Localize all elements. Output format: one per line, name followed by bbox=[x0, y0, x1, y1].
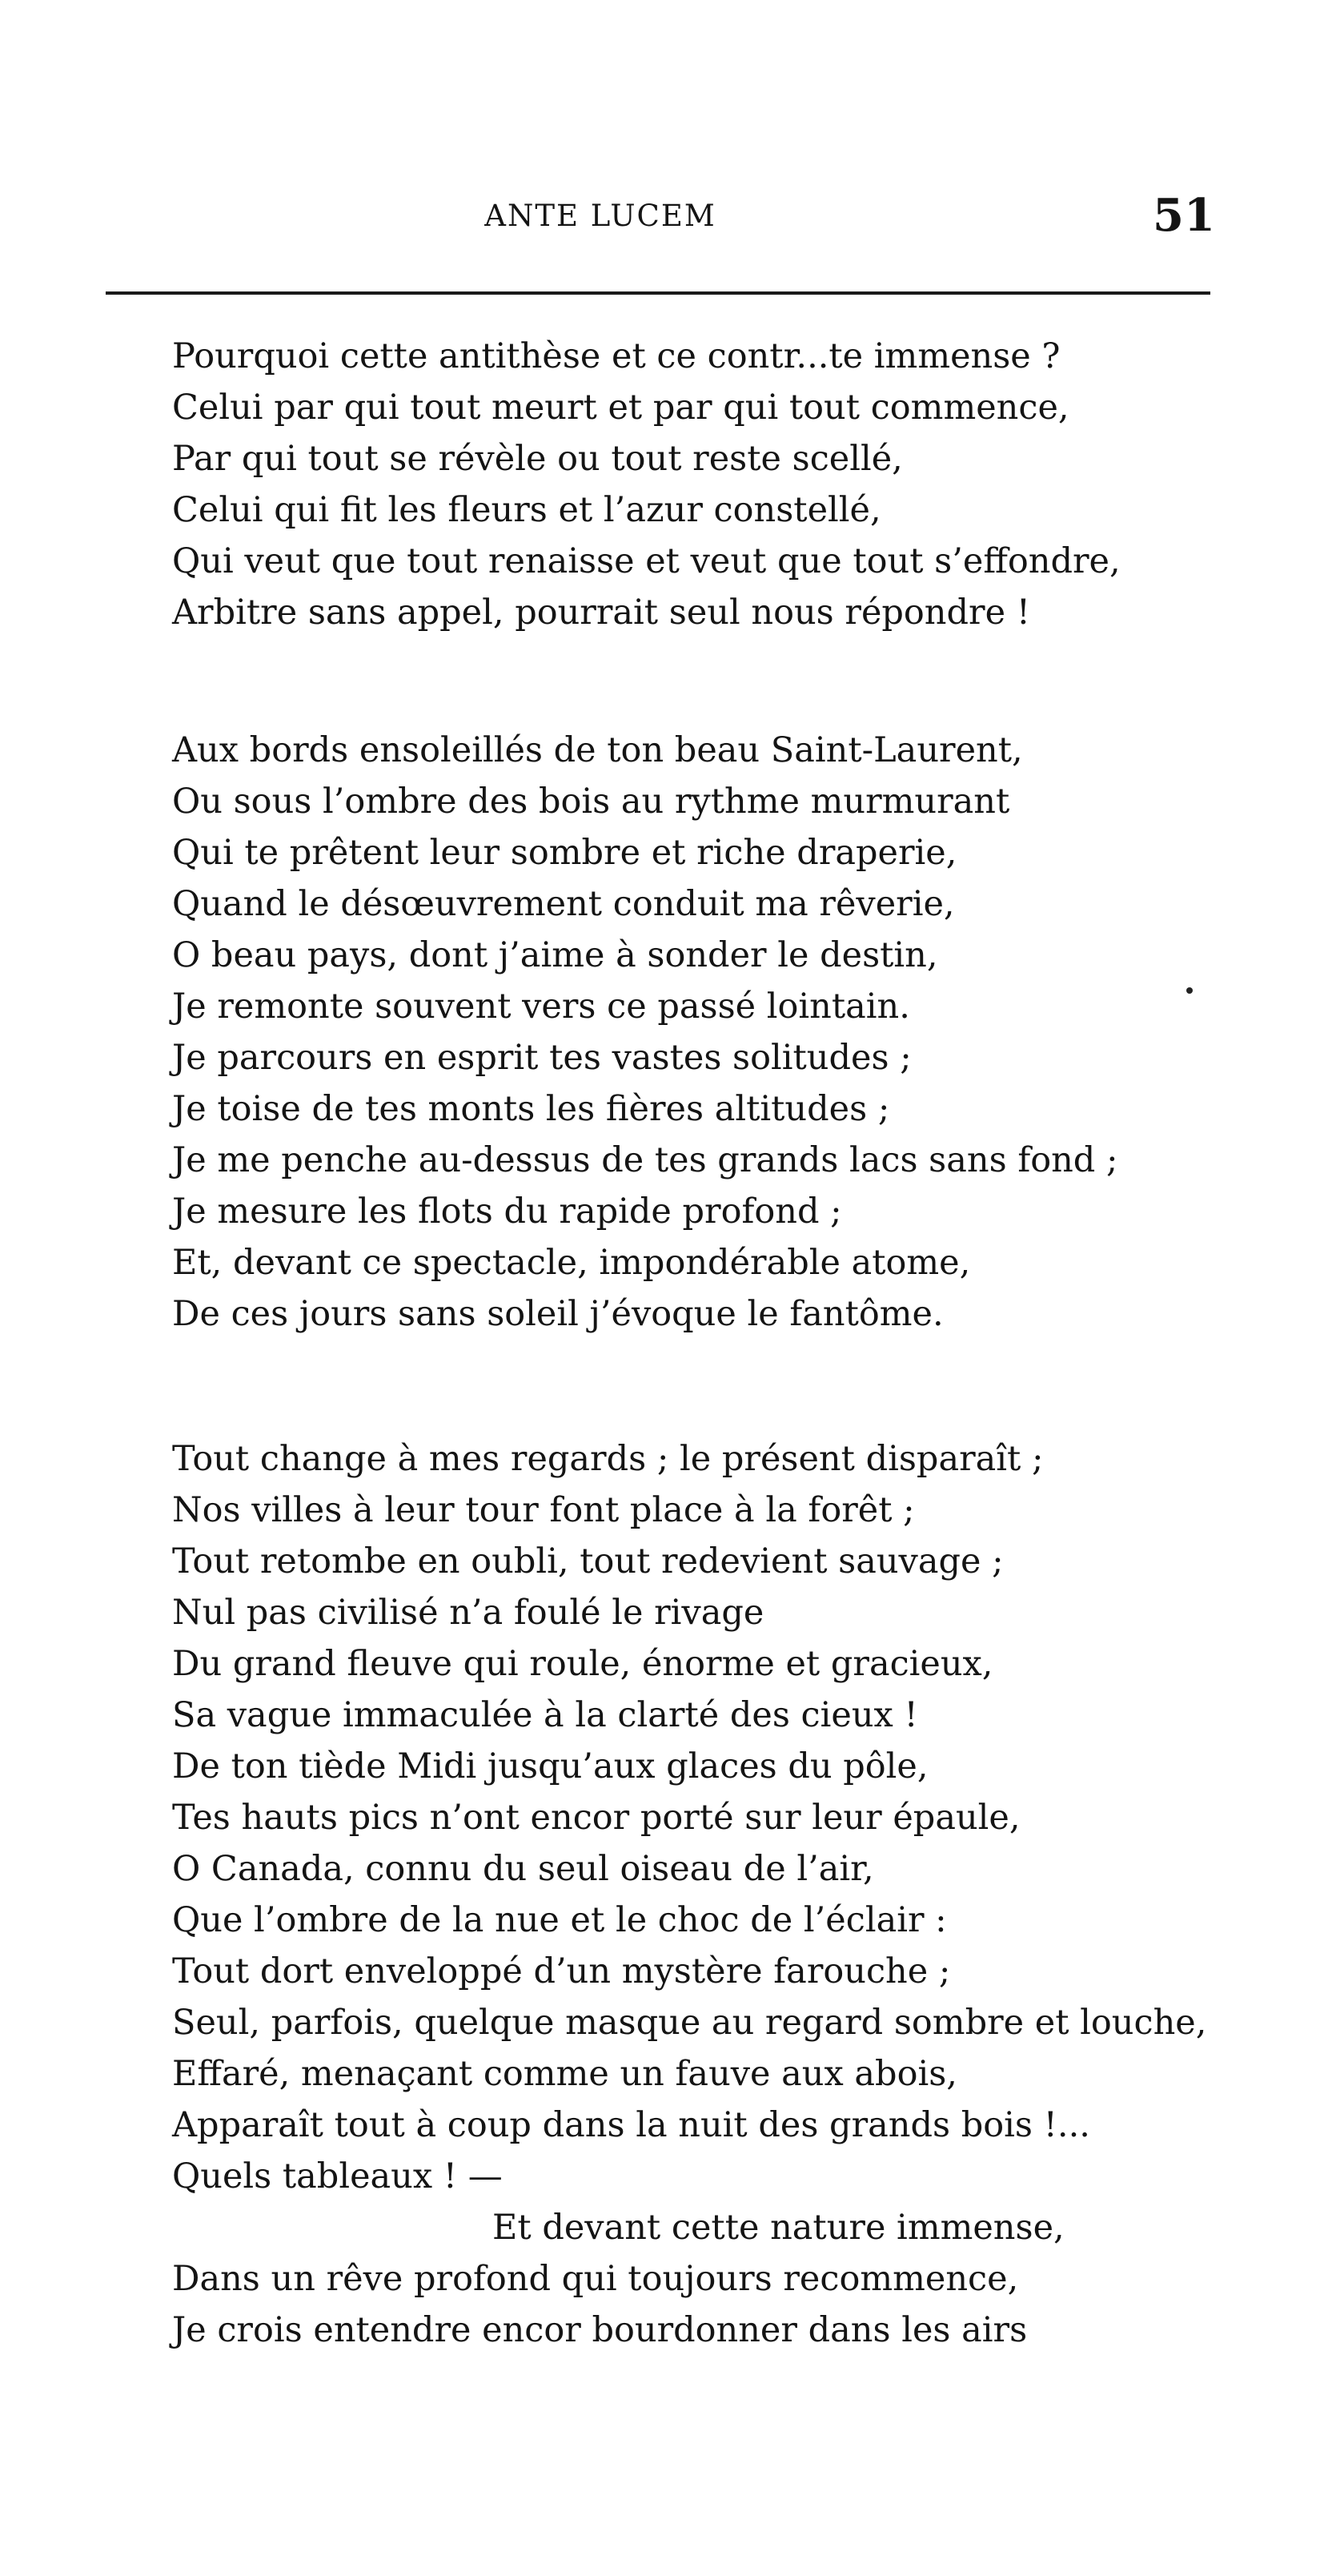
stanza-2 bbox=[172, 725, 1309, 1340]
verse-line: Tout change à mes regards ; le présent disparaît ; bbox=[172, 1439, 1044, 1479]
verse-line: Je remonte souvent vers ce passé lointain. bbox=[172, 987, 910, 1027]
verse-line: Je toise de tes monts les fières altitudes ; bbox=[172, 1089, 890, 1129]
header-rule bbox=[106, 291, 1210, 295]
verse-line: Arbitre sans appel, pourrait seul nous répondre ! bbox=[172, 593, 1030, 633]
verse-line: Aux bords ensoleillés de ton beau Saint-Laurent, bbox=[172, 730, 1023, 770]
stanza-1 bbox=[172, 331, 1309, 638]
verse-line: O beau pays, dont j’aime à sonder le destin, bbox=[172, 935, 938, 975]
verse-line: Sa vague immaculée à la clarté des cieux ! bbox=[172, 1695, 918, 1735]
verse-line: Quels tableaux ! — bbox=[172, 2156, 503, 2196]
verse-line: Du grand fleuve qui roule, énorme et gracieux, bbox=[172, 1644, 993, 1684]
verse-line: Que l’ombre de la nue et le choc de l’éclair : bbox=[172, 1900, 947, 1940]
verse-line: Nul pas civilisé n’a foulé le rivage bbox=[172, 1593, 764, 1633]
verse-line: Quand le désœuvrement conduit ma rêverie, bbox=[172, 884, 955, 924]
verse-line: Qui te prêtent leur sombre et riche draperie, bbox=[172, 833, 957, 873]
verse-line: Je mesure les flots du rapide profond ; bbox=[172, 1192, 842, 1232]
verse-line: Je me penche au-dessus de tes grands lacs sans fond ; bbox=[172, 1140, 1118, 1180]
stanza-3 bbox=[172, 1433, 1309, 2356]
verse-line: Celui par qui tout meurt et par qui tout commence, bbox=[172, 388, 1069, 428]
verse-line: O Canada, connu du seul oiseau de l’air, bbox=[172, 1849, 874, 1889]
verse-line: Nos villes à leur tour font place à la forêt ; bbox=[172, 1490, 915, 1530]
page-number: 51 bbox=[1153, 189, 1215, 242]
verse-line: Ou sous l’ombre des bois au rythme murmurant bbox=[172, 782, 1010, 822]
verse-line: De ces jours sans soleil j’évoque le fantôme. bbox=[172, 1294, 944, 1334]
verse-line: Et, devant ce spectacle, impondérable atome, bbox=[172, 1243, 971, 1283]
verse-line: Effaré, menaçant comme un fauve aux abois, bbox=[172, 2054, 957, 2094]
verse-line: Apparaît tout à coup dans la nuit des grands bois !... bbox=[172, 2105, 1090, 2145]
verse-line: Celui qui fit les fleurs et l’azur constellé, bbox=[172, 490, 881, 530]
verse-line: Qui veut que tout renaisse et veut que tout s’effondre, bbox=[172, 541, 1121, 581]
verse-line: Seul, parfois, quelque masque au regard sombre et louche, bbox=[172, 2003, 1207, 2043]
verse-line: Pourquoi cette antithèse et ce contr...te immense ? bbox=[172, 336, 1061, 376]
verse-line: Dans un rêve profond qui toujours recommence, bbox=[172, 2259, 1019, 2299]
verse-line: Tout dort enveloppé d’un mystère farouche ; bbox=[172, 1951, 951, 1991]
verse-line-indented: Et devant cette nature immense, bbox=[492, 2208, 1065, 2248]
verse-line: Je parcours en esprit tes vastes solitudes ; bbox=[172, 1038, 912, 1078]
verse-line: Par qui tout se révèle ou tout reste scellé, bbox=[172, 439, 903, 479]
verse-line: Je crois entendre encor bourdonner dans les airs bbox=[172, 2310, 1028, 2350]
verse-line: De ton tiède Midi jusqu’aux glaces du pôle, bbox=[172, 1746, 929, 1786]
verse-line: Tout retombe en oubli, tout redevient sauvage ; bbox=[172, 1541, 1004, 1581]
running-head-title: ANTE LUCEM bbox=[484, 199, 716, 233]
verse-line: Tes hauts pics n’ont encor porté sur leur épaule, bbox=[172, 1798, 1021, 1838]
